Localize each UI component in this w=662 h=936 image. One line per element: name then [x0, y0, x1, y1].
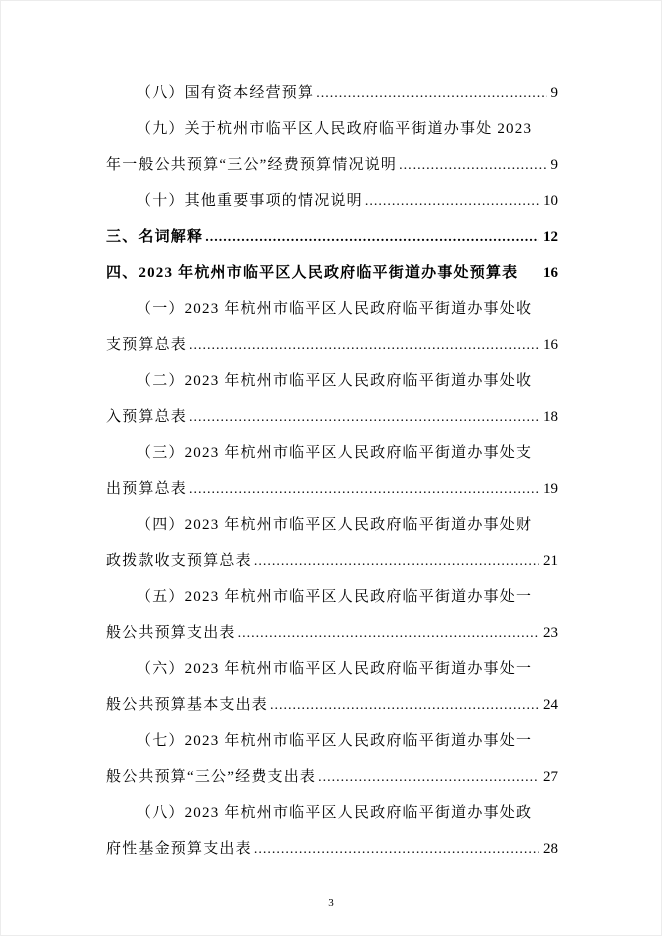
toc-line: [106, 363, 558, 399]
toc-line: [106, 75, 558, 111]
toc-line: [106, 795, 558, 831]
dot-leader: [254, 543, 539, 580]
toc-entry-text: （九）关于杭州市临平区人民政府临平街道办事处 2023: [136, 121, 533, 137]
toc-line: [106, 219, 558, 255]
dot-leader: [205, 219, 539, 256]
toc-entry-text: （六）2023 年杭州市临平区人民政府临平街道办事处一: [136, 661, 533, 677]
toc-line: [106, 435, 558, 471]
dot-leader: [189, 471, 539, 508]
dot-leader: [365, 183, 539, 220]
toc-entry-text: （三）2023 年杭州市临平区人民政府临平街道办事处支: [136, 445, 533, 461]
toc-page-number: 27: [543, 769, 558, 785]
toc-entry-text: 政拨款收支预算总表: [106, 553, 252, 569]
toc-entry-text: 般公共预算支出表: [106, 625, 236, 641]
toc-line: [106, 615, 558, 651]
toc-entry-text: （二）2023 年杭州市临平区人民政府临平街道办事处收: [136, 373, 533, 389]
toc-line: [106, 759, 558, 795]
toc-entry-text: 四、2023 年杭州市临平区人民政府临平街道办事处预算表: [106, 265, 519, 281]
toc-line: [106, 543, 558, 579]
toc-entry-text: 入预算总表: [106, 409, 188, 425]
toc-page-number: 21: [543, 553, 558, 569]
dot-leader: [399, 147, 546, 184]
toc-line: [106, 327, 558, 363]
toc-line: [106, 291, 558, 327]
toc-page-number: 10: [543, 193, 558, 209]
toc-page-number: 9: [550, 85, 558, 101]
dot-leader: [238, 615, 539, 652]
toc-entry-text: 支预算总表: [106, 337, 188, 353]
toc-line: [106, 831, 558, 867]
toc-page-number: 16: [543, 337, 558, 353]
toc-line: [106, 687, 558, 723]
page-footer: [1, 897, 661, 909]
toc-entry-text: （十）其他重要事项的情况说明: [136, 193, 363, 209]
toc-page-number: 16: [543, 265, 558, 281]
toc-entry-text: （八）2023 年杭州市临平区人民政府临平街道办事处政: [136, 805, 533, 821]
toc-entry-text: 出预算总表: [106, 481, 188, 497]
dot-leader: [189, 399, 539, 436]
toc-line: [106, 651, 558, 687]
dot-leader: [318, 759, 539, 796]
footer-page-number: 3: [328, 897, 334, 909]
toc-line: [106, 147, 558, 183]
dot-leader: [254, 831, 539, 868]
toc-page-number: 19: [543, 481, 558, 497]
toc-line: [106, 507, 558, 543]
toc-entry-text: （八）国有资本经营预算: [136, 85, 315, 101]
toc-page-number: 24: [543, 697, 558, 713]
toc-line: [106, 111, 558, 147]
toc-line: [106, 579, 558, 615]
toc-entry-text: 府性基金预算支出表: [106, 841, 252, 857]
toc-page-number: 23: [543, 625, 558, 641]
toc-page-number: 28: [543, 841, 558, 857]
toc-line: [106, 471, 558, 507]
toc-entry-text: （七）2023 年杭州市临平区人民政府临平街道办事处一: [136, 733, 533, 749]
toc-page-number: 9: [550, 157, 558, 173]
toc-line: [106, 723, 558, 759]
dot-leader: [270, 687, 539, 724]
dot-leader: [316, 75, 546, 112]
dot-leader: [189, 327, 539, 364]
toc-page-number: 18: [543, 409, 558, 425]
toc-entry-text: （四）2023 年杭州市临平区人民政府临平街道办事处财: [136, 517, 533, 533]
toc-line: [106, 255, 558, 291]
toc-entry-text: 年一般公共预算“三公”经费预算情况说明: [106, 157, 398, 173]
toc-entry-text: 三、名词解释: [106, 229, 204, 245]
toc-page-number: 12: [543, 229, 558, 245]
toc-entry-text: 般公共预算基本支出表: [106, 697, 269, 713]
toc-line: [106, 399, 558, 435]
toc-entry-text: （一）2023 年杭州市临平区人民政府临平街道办事处收: [136, 301, 533, 317]
toc-line: [106, 183, 558, 219]
toc-entry-text: 般公共预算“三公”经费支出表: [106, 769, 317, 785]
toc-entry-text: （五）2023 年杭州市临平区人民政府临平街道办事处一: [136, 589, 533, 605]
table-of-contents: [106, 75, 558, 867]
